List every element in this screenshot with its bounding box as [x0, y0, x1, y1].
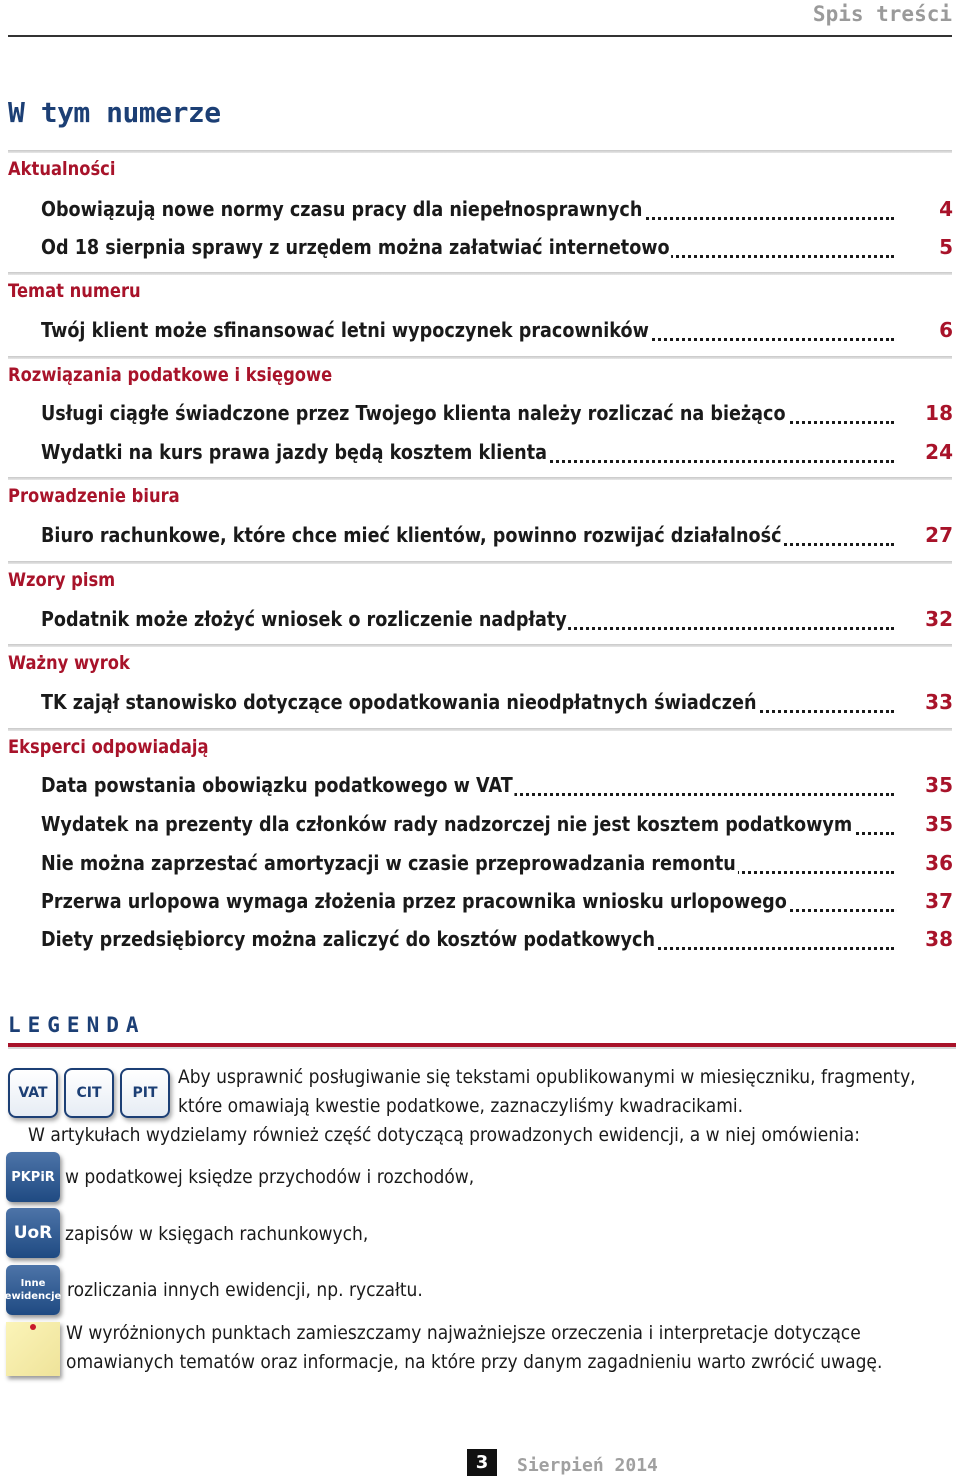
toc-entry[interactable] — [41, 401, 953, 429]
entry-page: 6 — [939, 318, 953, 342]
section-title: Aktualności — [8, 158, 116, 180]
sticky-note-icon — [6, 1322, 60, 1376]
legend-intro-line2: które omawiają kwestie podatkowe, zaznaczyliśmy kwadracikami. — [178, 1095, 744, 1117]
cit-box-icon: CIT — [64, 1068, 114, 1118]
section-title: Wzory pism — [8, 569, 116, 591]
legend-divider-shadow — [8, 1047, 956, 1049]
section-title: Ważny wyrok — [8, 652, 130, 674]
uor-badge-icon: UoR — [6, 1208, 60, 1258]
page-number: 3 — [467, 1449, 497, 1476]
pin-icon — [30, 1324, 36, 1330]
section-divider — [8, 561, 952, 564]
inne-ewidencje-badge-icon — [6, 1265, 60, 1315]
toc-entry[interactable] — [41, 690, 953, 718]
section-divider — [8, 150, 952, 153]
legend-intro-line1: Aby usprawnić posługiwanie się tekstami opublikowanymi w miesięczniku, fragmenty, — [178, 1066, 916, 1088]
entry-title: Wydatki na kurs prawa jazdy będą kosztem klienta — [41, 440, 547, 464]
entry-title: Usługi ciągłe świadczone przez Twojego klienta należy rozliczać na bieżąco — [41, 401, 786, 425]
entry-page: 27 — [925, 523, 953, 547]
badge-line: Inne — [20, 1278, 46, 1289]
entry-page: 18 — [925, 401, 953, 425]
entry-page: 5 — [939, 235, 953, 259]
legend-uor-text: zapisów w księgach rachunkowych, — [65, 1223, 369, 1245]
legend-pkpir-text: w podatkowej księdze przychodów i rozchodów, — [65, 1166, 475, 1188]
vat-box-icon: VAT — [8, 1068, 58, 1118]
section-divider — [8, 272, 952, 275]
section-title: Temat numeru — [8, 280, 141, 302]
toc-entry[interactable] — [41, 235, 953, 263]
entry-title: Obowiązują nowe normy czasu pracy dla niepełnosprawnych — [41, 197, 643, 221]
entry-page: 32 — [925, 607, 953, 631]
entry-title: Wydatek na prezenty dla członków rady nadzorczej nie jest kosztem podatkowym — [41, 812, 853, 836]
issue-date: Sierpień 2014 — [517, 1455, 658, 1476]
toc-entry[interactable] — [41, 851, 953, 879]
section-divider — [8, 477, 952, 480]
entry-title: Biuro rachunkowe, które chce mieć klientów, powinno rozwijać działalność — [41, 523, 782, 547]
toc-entry[interactable] — [41, 889, 953, 917]
toc-entry[interactable] — [41, 197, 953, 225]
header-divider — [8, 35, 952, 37]
pit-box-icon: PIT — [120, 1068, 170, 1118]
entry-page: 4 — [939, 197, 953, 221]
section-divider — [8, 728, 952, 731]
entry-page: 35 — [925, 773, 953, 797]
entry-title: Data powstania obowiązku podatkowego w VAT — [41, 773, 513, 797]
toc-entry[interactable] — [41, 773, 953, 801]
entry-page: 37 — [925, 889, 953, 913]
legend-records-line: W artykułach wydzielamy również część dotyczącą prowadzonych ewidencji, a w niej omówienia: — [28, 1124, 861, 1146]
section-title: Rozwiązania podatkowe i księgowe — [8, 364, 333, 386]
section-title: Prowadzenie biura — [8, 485, 180, 507]
badge-line: ewidencje — [4, 1291, 62, 1302]
section-label: Spis treści — [812, 2, 952, 26]
entry-page: 38 — [925, 927, 953, 951]
entry-title: Przerwa urlopowa wymaga złożenia przez pracownika wniosku urlopowego — [41, 889, 787, 913]
page-title: W tym numerze — [8, 96, 221, 129]
entry-page: 24 — [925, 440, 953, 464]
entry-page: 35 — [925, 812, 953, 836]
pkpir-badge-icon: PKPiR — [6, 1152, 60, 1202]
section-divider — [8, 644, 952, 647]
toc-entry[interactable] — [41, 523, 953, 551]
entry-title: Twój klient może sfinansować letni wypoczynek pracowników — [41, 318, 649, 342]
toc-entry[interactable] — [41, 318, 953, 346]
section-divider — [8, 356, 952, 359]
legend-note-line1: W wyróżnionych punktach zamieszczamy najważniejsze orzeczenia i interpretacje dotyczące — [66, 1322, 861, 1344]
toc-entry[interactable] — [41, 440, 953, 468]
toc-entry[interactable] — [41, 812, 953, 840]
entry-page: 36 — [925, 851, 953, 875]
entry-title: Od 18 sierpnia sprawy z urzędem można załatwiać internetowo — [41, 235, 670, 259]
legend-title: LEGENDA — [8, 1013, 146, 1037]
entry-title: Diety przedsiębiorcy można zaliczyć do kosztów podatkowych — [41, 927, 655, 951]
legend-inne-text: rozliczania innych ewidencji, np. ryczałtu. — [67, 1279, 423, 1301]
toc-entry[interactable] — [41, 607, 953, 635]
toc-entry[interactable] — [41, 927, 953, 955]
legend-note-line2: omawianych tematów oraz informacje, na które przy danym zagadnieniu warto zwrócić uwagę. — [66, 1351, 883, 1373]
entry-title: Podatnik może złożyć wniosek o rozliczenie nadpłaty — [41, 607, 567, 631]
entry-title: TK zajął stanowisko dotyczące opodatkowania nieodpłatnych świadczeń — [41, 690, 757, 714]
entry-title: Nie można zaprzestać amortyzacji w czasie przeprowadzania remontu — [41, 851, 736, 875]
section-title: Eksperci odpowiadają — [8, 736, 209, 758]
entry-page: 33 — [925, 690, 953, 714]
